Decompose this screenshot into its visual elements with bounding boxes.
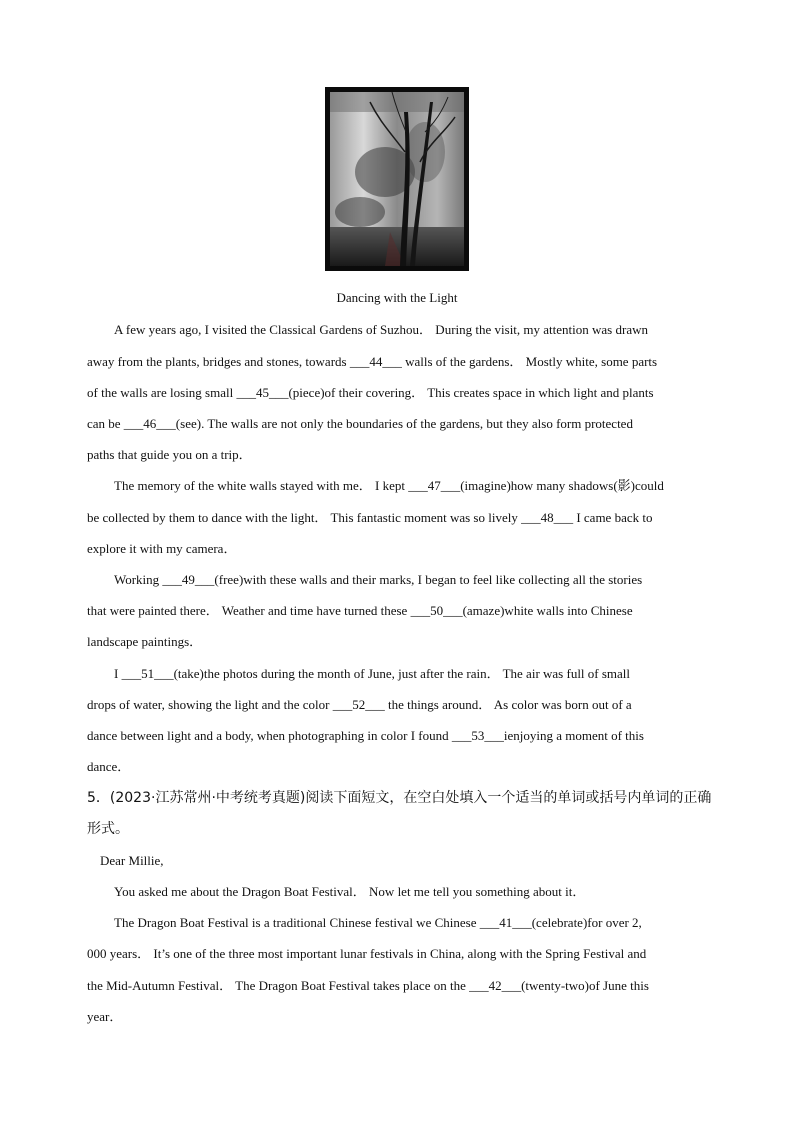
passage-title: Dancing with the Light: [336, 290, 458, 305]
passage-line: drops of water, showing the light and the color ___52___ the things around． As color was born out of a: [87, 697, 632, 712]
passage-line: explore it with my camera．: [87, 541, 237, 556]
passage-line: that were painted there． Weather and time have turned these ___50___(amaze)white walls into Chinese: [87, 603, 633, 618]
passage-line: can be ___46___(see). The walls are not only the boundaries of the gardens, but they also form protected: [87, 416, 633, 431]
garden-wall-photo: [325, 87, 469, 271]
passage-line: Working ___49___(free)with these walls and their marks, I began to feel like collecting all the stories: [114, 572, 643, 587]
question-header: 5．(2023·江苏常州·中考统考真题)阅读下面短文，在空白处填入一个适当的单词或括号内单词的正确: [87, 790, 712, 806]
passage-line: landscape paintings．: [87, 634, 203, 649]
passage-line: dance．: [87, 759, 131, 774]
passage-line: The memory of the white walls stayed with me． I kept ___47___(imagine)how many shadows(影)could: [114, 478, 664, 493]
passage-line: paths that guide you on a trip．: [87, 447, 252, 462]
passage-line: be collected by them to dance with the light． This fantastic moment was so lively ___48___ I came back to: [87, 510, 653, 525]
letter-line: You asked me about the Dragon Boat Festival． Now let me tell you something about it．: [114, 884, 586, 899]
letter-line: 000 years． It’s one of the three most important lunar festivals in China, along with the Spring Festival and: [87, 946, 647, 961]
question-header-cont: 形式。: [87, 821, 129, 837]
letter-line: year．: [87, 1009, 123, 1024]
tree-shadow-image: [330, 92, 464, 266]
passage-line: I ___51___(take)the photos during the month of June, just after the rain． The air was full of small: [114, 666, 631, 681]
passage-line: of the walls are losing small ___45___(piece)of their covering． This creates space in which light and plants: [87, 385, 654, 400]
passage-line: away from the plants, bridges and stones, towards ___44___ walls of the gardens． Mostly white, some parts: [87, 354, 658, 369]
passage-line: dance between light and a body, when photographing in color I found ___53___ienjoying a moment of this: [87, 728, 644, 743]
letter-greeting: Dear Millie,: [100, 853, 164, 868]
letter-line: the Mid-Autumn Festival． The Dragon Boat Festival takes place on the ___42___(twenty-two)of June this: [87, 978, 649, 993]
letter-line: The Dragon Boat Festival is a traditional Chinese festival we Chinese ___41___(celebrate)for over 2,: [114, 915, 642, 930]
passage-line: A few years ago, I visited the Classical Gardens of Suzhou． During the visit, my attention was drawn: [114, 322, 648, 337]
